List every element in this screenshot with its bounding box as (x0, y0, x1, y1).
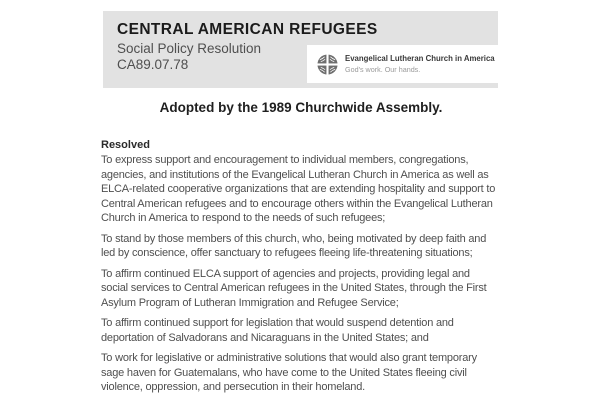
paragraph-line: agencies, and institutions of the Evangelical Lutheran Church in America as well as (101, 168, 489, 181)
elca-logo-box (307, 45, 498, 83)
paragraph-line: Central American refugees and to encourage others within the Evangelical Lutheran (101, 197, 493, 210)
resolution-paragraphs (101, 153, 502, 395)
resolution-paragraph (101, 267, 502, 311)
resolution-paragraph (101, 351, 502, 395)
resolution-body (100, 100, 502, 400)
paragraph-line: Asylum Program of Lutheran Immigration and Refugee Service; (101, 296, 399, 309)
document-number: CA89.07.78 (117, 57, 189, 72)
elca-cross-rosette-icon (316, 53, 339, 76)
resolution-paragraph (101, 316, 502, 345)
paragraph-line: violence, oppression, and persecution in their homeland. (101, 381, 365, 393)
resolved-label: Resolved (101, 139, 150, 151)
paragraph-line: deportation of Salvadorans and Nicaraguans in the United States; and (101, 331, 429, 344)
logo-text-block (345, 54, 495, 74)
paragraph-line: led by conscience, offer sanctuary to refugees fleeing life-threatening situations; (101, 247, 473, 259)
paragraph-line: To affirm continued ELCA support of agencies and projects, providing legal and (101, 267, 470, 280)
paragraph-line: To affirm continued support for legislation that would suspend detention and (101, 317, 454, 329)
resolution-paragraph (101, 153, 502, 226)
paragraph-line: To work for legislative or administrative solutions that would also grant temporary (101, 352, 477, 364)
adopted-heading: Adopted by the 1989 Churchwide Assembly. (159, 100, 443, 115)
document-title: CENTRAL AMERICAN REFUGEES (117, 21, 378, 38)
paragraph-line: To express support and encouragement to individual members, congregations, (101, 154, 469, 166)
resolution-paragraph (101, 232, 502, 261)
logo-tagline: God's work. Our hands. (345, 64, 421, 74)
paragraph-line: To stand by those members of this church, who, being motivated by deep faith and (101, 232, 487, 245)
paragraph-line: Church in America to respond to the needs of such refugees; (101, 212, 386, 224)
logo-org-name: Evangelical Lutheran Church in America (345, 54, 495, 64)
paragraph-line: ELCA-related cooperative organizations that are extending hospitality and support to (101, 183, 496, 195)
header-banner (103, 11, 498, 88)
document-subtitle: Social Policy Resolution (117, 41, 262, 56)
paragraph-line: sage haven for Guatemalans, who have come to the United States fleeing civil (101, 366, 467, 379)
paragraph-line: social services to Central American refugees in the United States, through the First (101, 282, 487, 294)
